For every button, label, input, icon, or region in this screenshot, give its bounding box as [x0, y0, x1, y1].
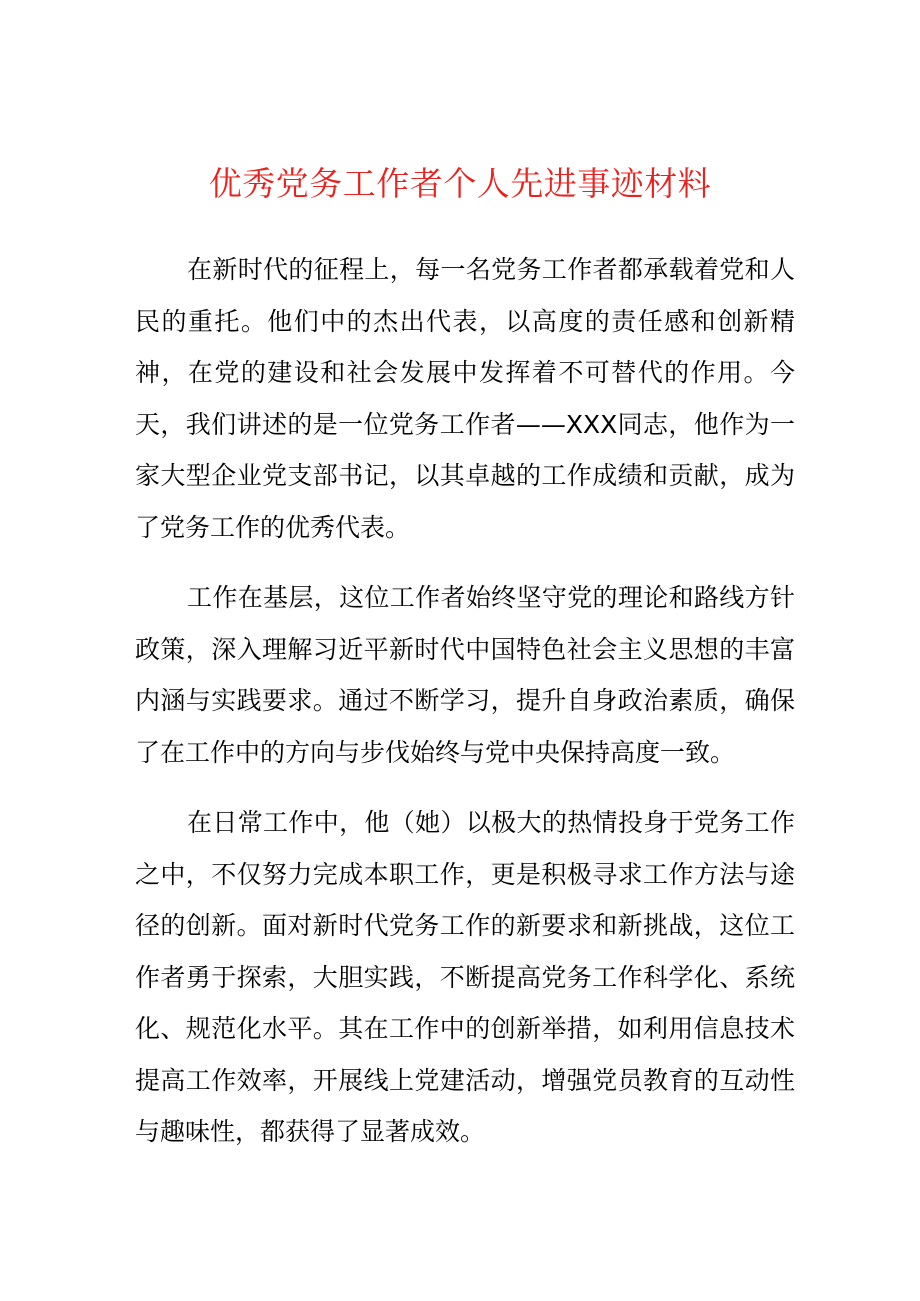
- paragraph-2: 工作在基层，这位工作者始终坚守党的理论和路线方针政策，深入理解习近平新时代中国特色社会主义思想的丰富内涵与实践要求。通过不断学习，提升自身政治素质，确保了在工作中的方向与步伐始终与党中央保持高度一致。: [135, 583, 795, 767]
- paragraph-1: 在新时代的征程上，每一名党务工作者都承载着党和人民的重托。他们中的杰出代表，以高度的责任感和创新精神，在党的建设和社会发展中发挥着不可替代的作用。今天，我们讲述的是一位党务工作者——XXX同志，他作为一家大型企业党支部书记，以其卓越的工作成绩和贡献，成为了党务工作的优秀代表。: [135, 255, 795, 542]
- document-title: 优秀党务工作者个人先进事迹材料: [208, 164, 712, 203]
- paragraph-3: 在日常工作中，他（她）以极大的热情投身于党务工作之中，不仅努力完成本职工作，更是积极寻求工作方法与途径的创新。面对新时代党务工作的新要求和新挑战，这位工作者勇于探索，大胆实践，不断提高党务工作科学化、系统化、规范化水平。其在工作中的创新举措，如利用信息技术提高工作效率，开展线上党建活动，增强党员教育的互动性与趣味性，都获得了显著成效。: [135, 808, 795, 1146]
